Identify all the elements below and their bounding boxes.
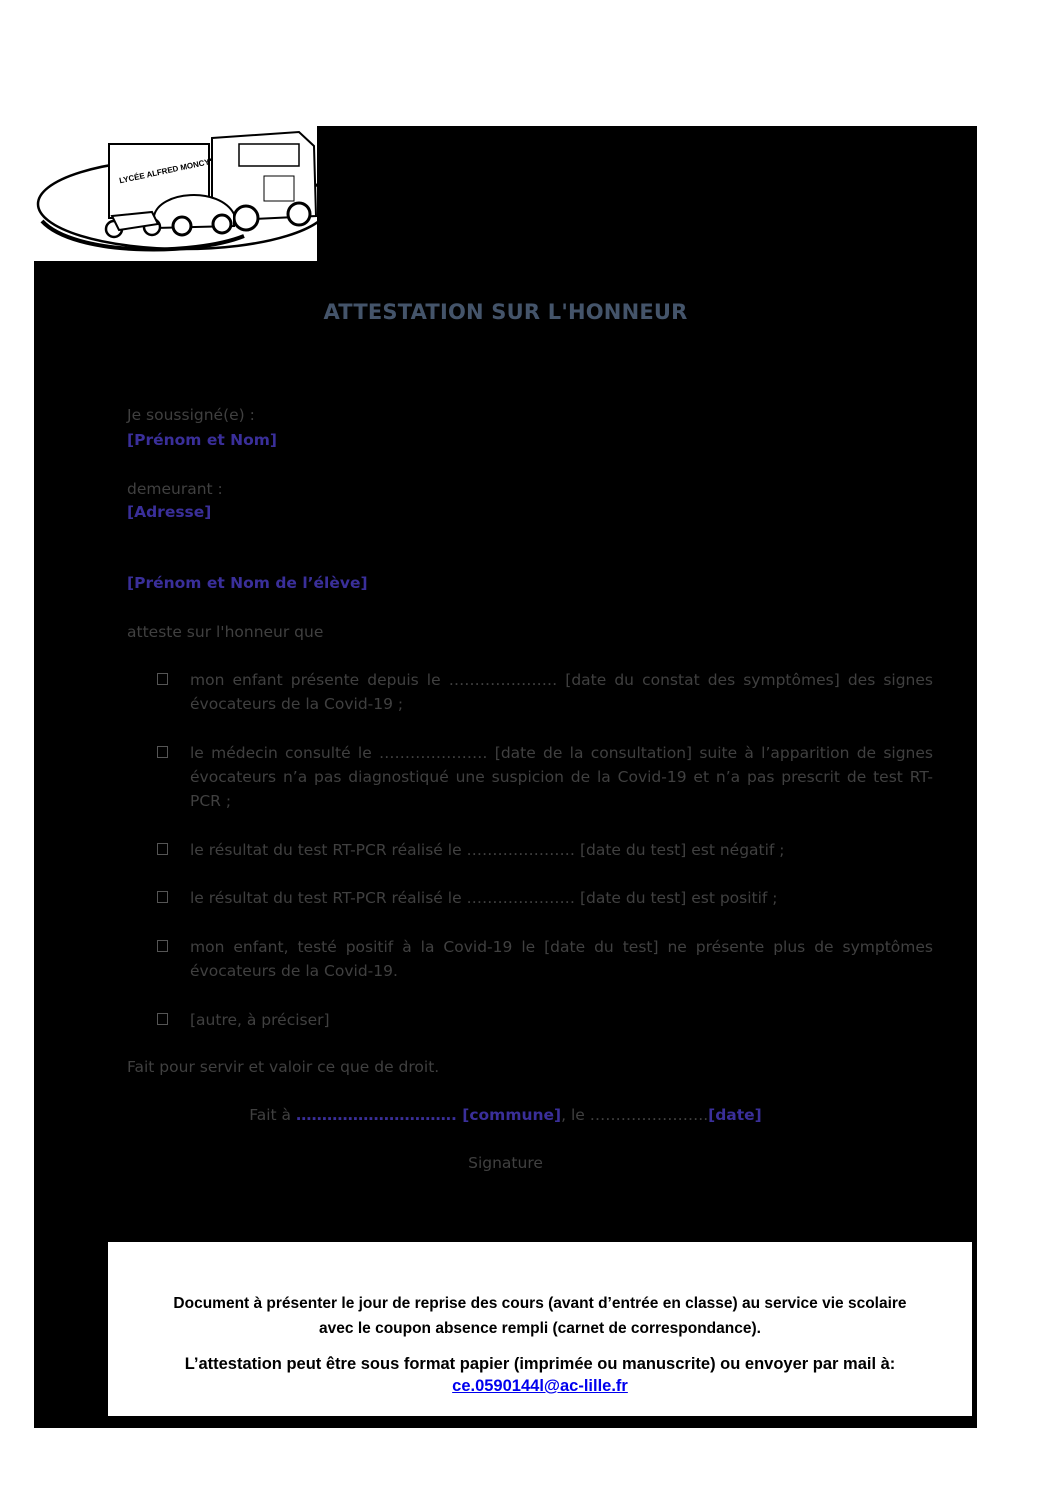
notice-line-2: avec le coupon absence rempli (carnet de correspondance). [319,1320,761,1337]
address-label: demeurant : [127,480,223,498]
le-text: , le ………………….. [561,1106,709,1124]
option-item[interactable] [157,741,933,813]
option-text: mon enfant présente depuis le ………………… [date du constat des symptômes] des signes évocateurs de la Covid-19 ; [190,671,933,713]
fait-a-dots[interactable]: …………………………. [295,1106,463,1124]
school-logo [34,126,317,261]
page-title: ATTESTATION SUR L'HONNEUR [323,300,688,324]
date-placeholder[interactable]: [date] [708,1106,762,1124]
option-item[interactable] [157,668,933,716]
truck-logo-icon [34,126,317,261]
option-text: [autre, à préciser] [190,1011,330,1029]
checkbox-icon[interactable] [157,940,168,952]
checkbox-icon[interactable] [157,1013,168,1025]
notice-mail [108,1353,972,1397]
fait-pour-text: Fait pour servir et valoir ce que de droit. [127,1058,440,1076]
commune-placeholder[interactable]: [commune] [462,1106,562,1124]
option-text: le médecin consulté le ………………… [date de la consultation] suite à l’apparition de signes évocateurs n’a pas diagnostiqué une suspicion de la Covid-19 et n’a pas prescrit de test RT-PCR ; [190,744,933,810]
logo-text: LYCÉE ALFRED MONCY [118,157,211,186]
signature-label: Signature [468,1154,543,1172]
option-item[interactable] [157,838,933,862]
checkbox-icon[interactable] [157,746,168,758]
checkbox-icon[interactable] [157,843,168,855]
place-date-line [34,1103,977,1127]
option-text: mon enfant, testé positif à la Covid-19 le [date du test] ne présente plus de symptômes évocateurs de la Covid-19. [190,938,933,980]
fait-a-prefix: Fait à [249,1106,296,1124]
notice-line-3: L’attestation peut être sous format papier (imprimée ou manuscrite) ou envoyer par mail à: [184,1355,896,1373]
atteste-text: atteste sur l'honneur que [127,623,324,641]
option-text: le résultat du test RT-PCR réalisé le ………………… [date du test] est positif ; [190,889,778,907]
notice-text [108,1291,972,1341]
motorcycle-icon [106,212,160,237]
address-placeholder[interactable]: [Adresse] [127,503,212,521]
email-link[interactable]: ce.0590144l@ac-lille.fr [452,1377,628,1395]
checkbox-icon[interactable] [157,891,168,903]
option-item[interactable] [157,935,933,983]
name-placeholder[interactable]: [Prénom et Nom] [127,431,278,449]
option-item[interactable] [157,1008,933,1032]
option-text: le résultat du test RT-PCR réalisé le ………………… [date du test] est négatif ; [190,841,785,859]
soussigne-label: Je soussigné(e) : [127,406,255,424]
checkbox-icon[interactable] [157,673,168,685]
notice-box [107,1241,973,1417]
notice-line-1: Document à présenter le jour de reprise des cours (avant d’entrée en classe) au service vie scolaire [173,1295,907,1312]
student-placeholder[interactable]: [Prénom et Nom de l’élève] [127,574,368,592]
option-item[interactable] [157,886,933,910]
